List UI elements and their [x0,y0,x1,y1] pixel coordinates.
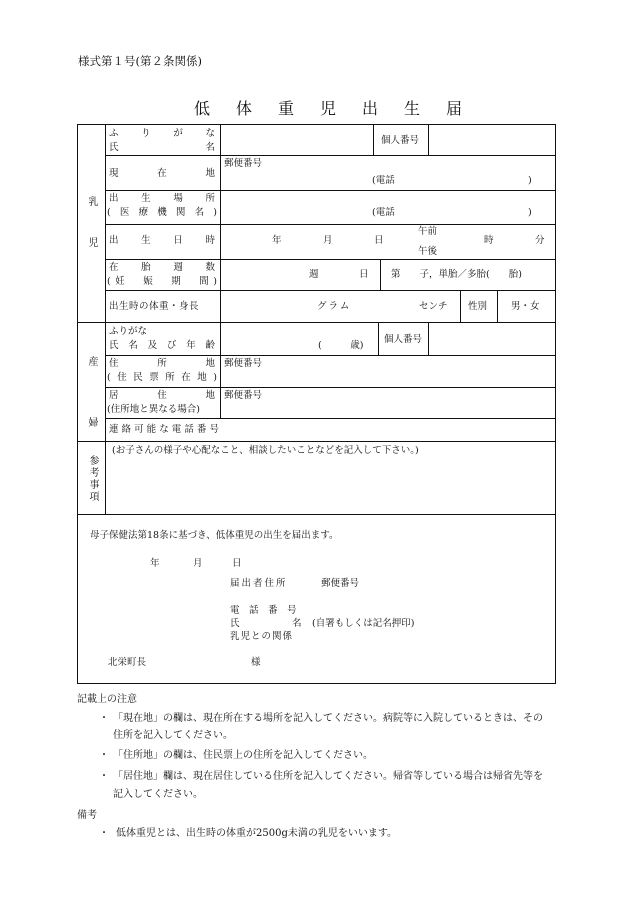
gestation-weeks-unit: 週 [309,269,319,280]
mother-section-label: 産 婦 [86,356,97,447]
col-line [220,124,221,418]
infant-address-label: 現 在 地 [109,168,215,179]
sex-label: 性別 [468,301,488,312]
mother-furigana-label: ふりがな [109,326,148,337]
remarks-section-label: 参考事項 [87,455,98,503]
birthplace-phone-open: (電話 [372,207,395,218]
note-item-3: 「居住地」欄は、現在居住している住所を記入してください。帰省等している場合は帰省先等を [113,771,543,782]
form-number: 様式第１号(第２条関係) [78,54,202,68]
addressee: 北栄町長 [108,657,147,668]
infant-furigana-label: ふ り が な [109,128,215,139]
row-line [105,418,556,419]
col-line [105,124,106,441]
col-line [497,290,498,322]
birthdate-label: 出 生 日 時 [109,235,215,246]
gestation-days-unit: 日 [359,269,369,280]
birthplace-sublabel: (医療機関名) [107,207,217,218]
weight-unit: グラム [317,301,352,312]
remarks-item: 低体重児とは、出生時の体重が2500g未満の乳児をいいます。 [116,828,398,839]
birth-day-unit: 日 [374,235,384,246]
note-bullet: ・ [99,771,109,782]
mother-address-sublabel: (住民票所在地) [107,372,217,383]
declaration-statement: 母子保健法第18条に基づき、低体重児の出生を届出ます。 [90,530,339,541]
notes-heading: 記載上の注意 [77,694,137,705]
infant-my-number-label: 個人番号 [381,135,420,146]
row-line [105,155,556,156]
col-line [378,322,379,355]
birth-minute-unit: 分 [535,235,545,246]
section-divider [77,514,556,515]
remarks-hint: (お子さんの様子や心配なこと、相談したいことなどを記入して下さい。) [112,445,419,456]
infant-postal-label: 郵便番号 [224,158,263,169]
birth-year-unit: 年 [272,235,282,246]
notifier-address-label: 届出者住所 [230,578,288,589]
infant-name-label: 氏 名 [109,142,215,153]
note-item-1-cont: 住所を記入してください。 [113,730,233,741]
gestation-label: 在 胎 週 数 [109,262,215,273]
note-item-3-cont: 記入してください。 [113,789,203,800]
notifier-name-close: 名 [292,618,302,629]
infant-section-label: 乳 児 [86,196,97,257]
addressee-honorific: 様 [251,657,261,668]
notifier-phone-label: 電 話 番 号 [230,605,297,616]
contact-phone-label: 連絡可能な電話番号 [109,424,219,435]
sex-value[interactable]: 男・女 [511,301,540,312]
col-line [373,124,374,155]
row-line [105,190,556,191]
notifier-postal-label: 郵便番号 [321,578,360,589]
birth-pm: 午後 [418,246,438,257]
section-divider [77,441,556,442]
mother-name-age-label: 氏名及び年齢 [109,340,215,351]
col-line [460,290,461,322]
infant-phone-open: (電話 [372,175,395,186]
declaration-year-unit: 年 [150,558,160,569]
infant-my-number-field[interactable] [429,125,555,155]
birth-month-unit: 月 [323,235,333,246]
col-line [380,259,381,290]
mother-address-label: 住 所 地 [109,358,215,369]
remarks-field[interactable] [106,458,555,513]
note-bullet: ・ [99,828,109,839]
mother-age-field: ( 歳) [318,340,364,351]
relation-label: 乳児との関係 [230,631,294,642]
mother-residence-sublabel: (住所地と異なる場合) [107,404,200,415]
declaration-month-unit: 月 [193,558,203,569]
birth-am: 午前 [418,226,438,237]
notifier-name-open: 氏 [230,618,240,629]
birth-hour-unit: 時 [484,235,494,246]
mother-postal-label: 郵便番号 [224,358,263,369]
row-line [105,387,556,388]
weight-height-label: 出生時の体重・身長 [109,301,200,312]
birthplace-label: 出 生 場 所 [109,193,215,204]
row-line [105,355,556,356]
row-line [105,290,556,291]
row-line [105,224,556,225]
mother-my-number-field[interactable] [429,323,555,355]
note-bullet: ・ [99,750,109,761]
note-item-1: 「現在地」の欄は、現在所在する場所を記入してください。病院等に入院しているときは、その [113,713,543,724]
note-bullet: ・ [99,713,109,724]
signature-note: (自署もしくは記名押印) [312,618,415,629]
birth-order-field: 第 子，単胎／多胎( 胎) [391,269,522,280]
row-line [105,259,556,260]
note-item-2: 「住所地」の欄は、住民票上の住所を記入してください。 [113,750,373,761]
infant-phone-close: ) [528,175,532,186]
remarks-heading: 備考 [77,810,97,821]
gestation-sublabel: (妊 娠 期 間) [107,276,217,287]
mother-residence-label: 居 住 地 [109,390,215,401]
mother-residence-postal-label: 郵便番号 [224,390,263,401]
birthplace-phone-close: ) [528,207,532,218]
mother-my-number-label: 個人番号 [384,334,423,345]
declaration-day-unit: 日 [232,558,242,569]
form-title: 低体重児出生届 [193,99,488,118]
height-unit: センチ [419,301,448,312]
